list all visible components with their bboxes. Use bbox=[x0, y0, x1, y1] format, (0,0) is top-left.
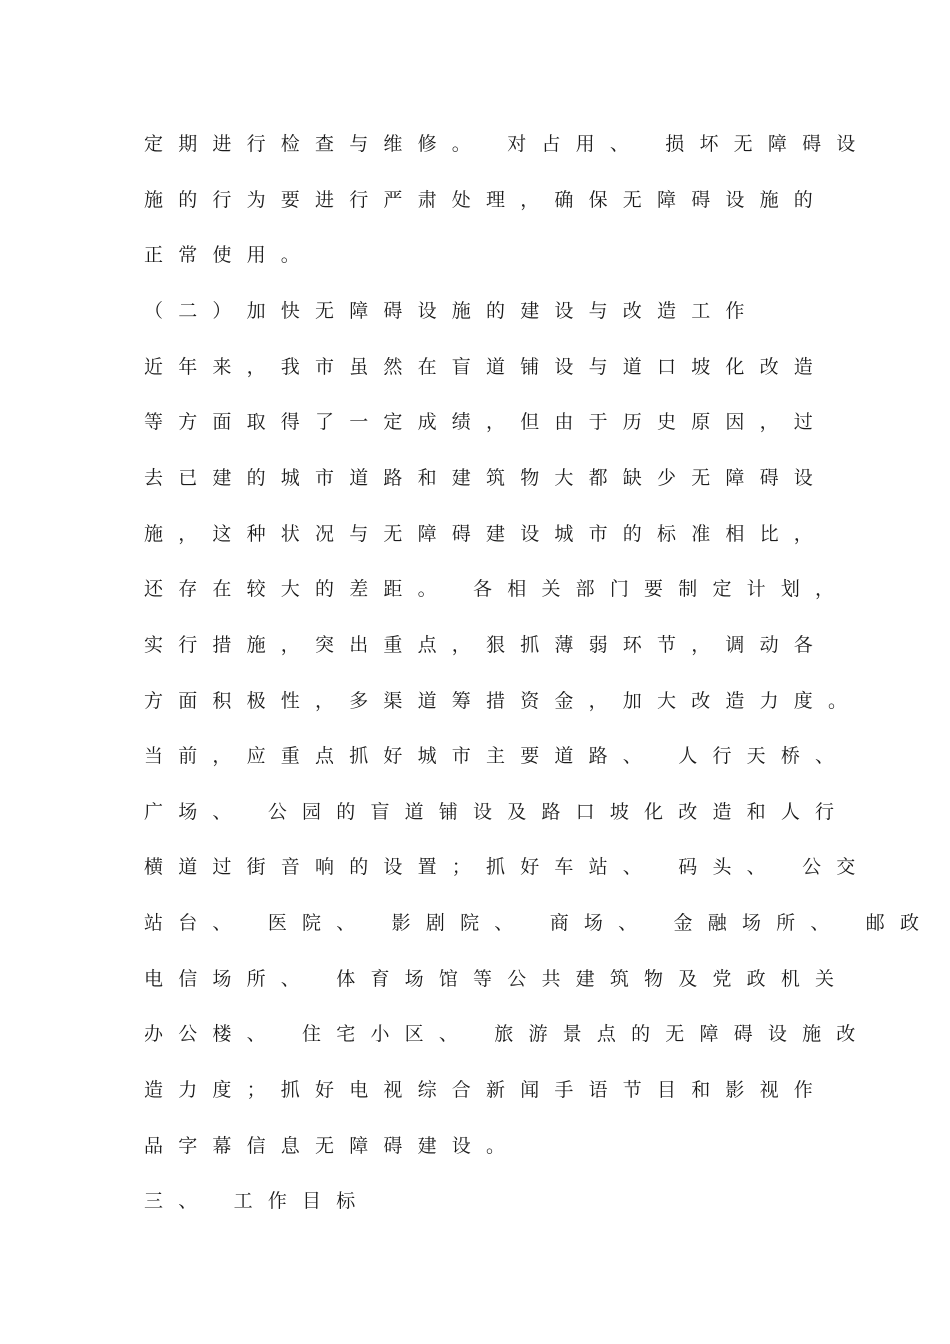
paragraph-line: 广场、 公园的盲道铺设及路口坡化改造和人行 bbox=[144, 801, 850, 823]
paragraph-line: 去已建的城市道路和建筑物大都缺少无障碍设 bbox=[144, 467, 829, 489]
paragraph-line: 方面积极性，多渠道筹措资金，加大改造力度。 bbox=[144, 690, 863, 712]
paragraph-line: 品字幕信息无障碍建设。 bbox=[144, 1135, 521, 1157]
paragraph-line: 横道过街音响的设置；抓好车站、 码头、 公交 bbox=[144, 856, 871, 878]
paragraph-line: 施，这种状况与无障碍建设城市的标准相比， bbox=[144, 523, 829, 545]
paragraph-line: 正常使用。 bbox=[144, 244, 316, 266]
paragraph-line: 施的行为要进行严肃处理，确保无障碍设施的 bbox=[144, 189, 829, 211]
section-heading: 三、 工作目标 bbox=[144, 1190, 371, 1212]
paragraph-line: 等方面取得了一定成绩，但由于历史原因，过 bbox=[144, 411, 829, 433]
paragraph-line: 定期进行检查与维修。 对占用、 损坏无障碍设 bbox=[144, 133, 871, 155]
paragraph-line: 近年来，我市虽然在盲道铺设与道口坡化改造 bbox=[144, 356, 829, 378]
paragraph-line: 造力度；抓好电视综合新闻手语节目和影视作 bbox=[144, 1079, 829, 1101]
paragraph-line: 实行措施，突出重点，狠抓薄弱环节，调动各 bbox=[144, 634, 829, 656]
paragraph-line: 当前，应重点抓好城市主要道路、 人行天桥、 bbox=[144, 745, 850, 767]
section-heading: （二）加快无障碍设施的建设与改造工作 bbox=[144, 300, 760, 322]
paragraph-line: 办公楼、 住宅小区、 旅游景点的无障碍设施改 bbox=[144, 1023, 871, 1045]
paragraph-line: 站台、 医院、 影剧院、 商场、 金融场所、 邮政 bbox=[144, 912, 935, 934]
paragraph-line: 电信场所、 体育场馆等公共建筑物及党政机关 bbox=[144, 968, 850, 990]
paragraph-line: 还存在较大的差距。 各相关部门要制定计划， bbox=[144, 578, 850, 600]
